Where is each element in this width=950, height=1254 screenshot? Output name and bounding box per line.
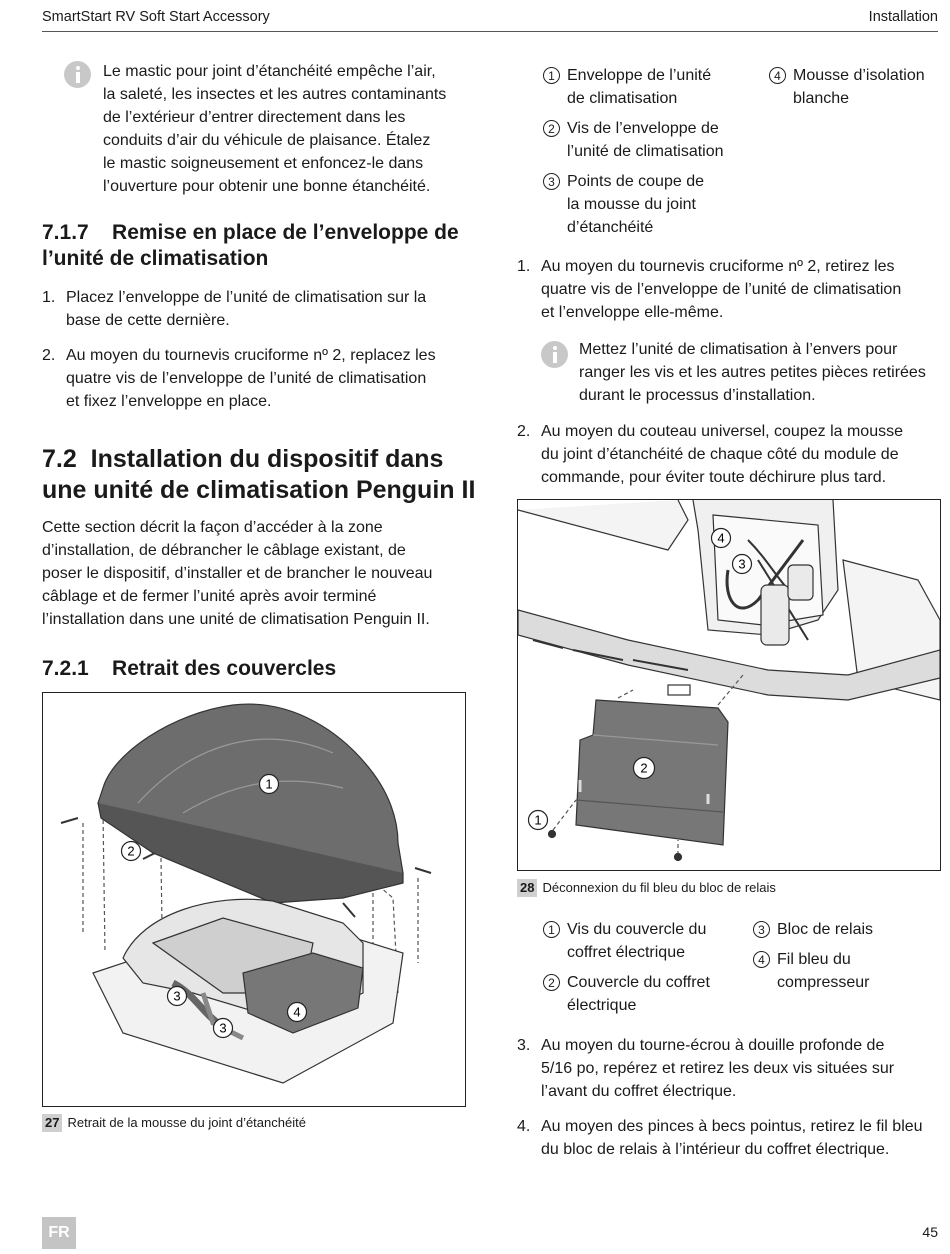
info-icon xyxy=(64,61,91,88)
callout-4: 4 xyxy=(293,1004,301,1020)
callout-3-second: 3 xyxy=(219,1020,227,1036)
list-item: 2. Au moyen du couteau universel, coupez la mousse du joint d’étanchéité de chaque côté du module de commande, pour éviter toute déchirure plus tard. xyxy=(517,423,903,486)
callout-2: 2 xyxy=(640,760,648,776)
figure-number: 27 xyxy=(42,1114,62,1132)
callout-3: 3 xyxy=(738,556,746,572)
figure-27-caption: 27 Retrait de la mousse du joint d’étanchéité xyxy=(42,1114,306,1132)
figure-28 xyxy=(517,499,941,871)
step-4 xyxy=(517,1115,945,1161)
section-7-1-7-title: 7.1.7 Remise en place de l’enveloppe de l’unité de climatisation xyxy=(42,221,459,270)
legend-28-item-3: 3 Bloc de relais xyxy=(753,918,943,941)
steps-7-1-7 xyxy=(42,286,472,413)
legend-28-item-2: 2 Couvercle du coffret électrique xyxy=(543,971,743,1017)
callout-1: 1 xyxy=(265,776,273,792)
list-item: 1. Au moyen du tournevis cruciforme nº 2, retirez les quatre vis de l’enveloppe de l’unité de climatisation et l’enveloppe elle-même. xyxy=(517,258,902,321)
page-number: 45 xyxy=(922,1224,938,1240)
figure-27 xyxy=(42,692,466,1107)
legend-28-item-1: 1 Vis du couvercle du coffret électrique xyxy=(543,918,743,964)
ac-unit-exploded-illustration xyxy=(43,693,465,1106)
section-7-2-title: 7.2 Installation du dispositif dans une unité de climatisation Penguin II xyxy=(42,445,476,504)
callout-4: 4 xyxy=(717,530,725,546)
storage-note: Mettez l’unité de climatisation à l’envers pour ranger les vis et les autres petites pièces retirées durant le processus d’installation. xyxy=(579,341,926,404)
callout-1: 1 xyxy=(534,812,542,828)
legend-27-item-1: 1 Enveloppe de l’unité de climatisation xyxy=(543,64,753,110)
list-item: 4. Au moyen des pinces à becs pointus, retirez le fil bleu du bloc de relais à l’intérieur du coffret électrique. xyxy=(517,1118,923,1158)
list-item: 2. Au moyen du tournevis cruciforme nº 2, replacez les quatre vis de l’enveloppe de l’unité de climatisation et fixez l’enveloppe en place. xyxy=(42,347,436,410)
section-7-2-1-title: 7.2.1 Retrait des couvercles xyxy=(42,657,337,680)
relay-box-illustration xyxy=(518,500,940,870)
step-1 xyxy=(517,255,942,324)
running-header-title: SmartStart RV Soft Start Accessory xyxy=(42,9,270,25)
legend-27-item-2: 2 Vis de l’enveloppe de l’unité de climatisation xyxy=(543,117,763,163)
header-rule xyxy=(42,31,938,32)
legend-27-item-4: 4 Mousse d’isolation blanche xyxy=(769,64,949,110)
legend-28-item-4: 4 Fil bleu du compresseur xyxy=(753,948,943,994)
step-3 xyxy=(517,1034,942,1103)
sealant-note: Le mastic pour joint d’étanchéité empêche l’air, la saleté, les insectes et les autres contaminants de l’extérieur d’entrer directement dans les conduits d’air du véhicule de plaisance. Étalez le mastic soigneusement et enfoncez-le dans l’ouverture pour obtenir une bonne étanchéité. xyxy=(103,63,447,195)
step-2 xyxy=(517,420,942,489)
figure-number: 28 xyxy=(517,879,537,897)
section-intro: Cette section décrit la façon d’accéder à la zone d’installation, de débrancher le câblage existant, de poser le dispositif, d’installer et de brancher le nouveau câblage et de fermer l’unité après avoir terminé l’installation dans une unité de climatisation Penguin II. xyxy=(42,519,433,628)
list-item: 3. Au moyen du tourne-écrou à douille profonde de 5/16 po, repérez et retirez les deux vis situées sur l’avant du coffret électrique. xyxy=(517,1037,895,1100)
list-item: 1. Placez l’enveloppe de l’unité de climatisation sur la base de cette dernière. xyxy=(42,289,427,329)
legend-27-item-3: 3 Points de coupe de la mousse du joint d’étanchéité xyxy=(543,170,753,239)
callout-3: 3 xyxy=(173,988,181,1004)
running-header-section: Installation xyxy=(868,9,938,25)
language-badge: FR xyxy=(42,1217,76,1249)
info-icon xyxy=(541,341,568,368)
callout-2: 2 xyxy=(127,843,135,859)
figure-28-caption: 28 Déconnexion du fil bleu du bloc de relais xyxy=(517,879,776,897)
